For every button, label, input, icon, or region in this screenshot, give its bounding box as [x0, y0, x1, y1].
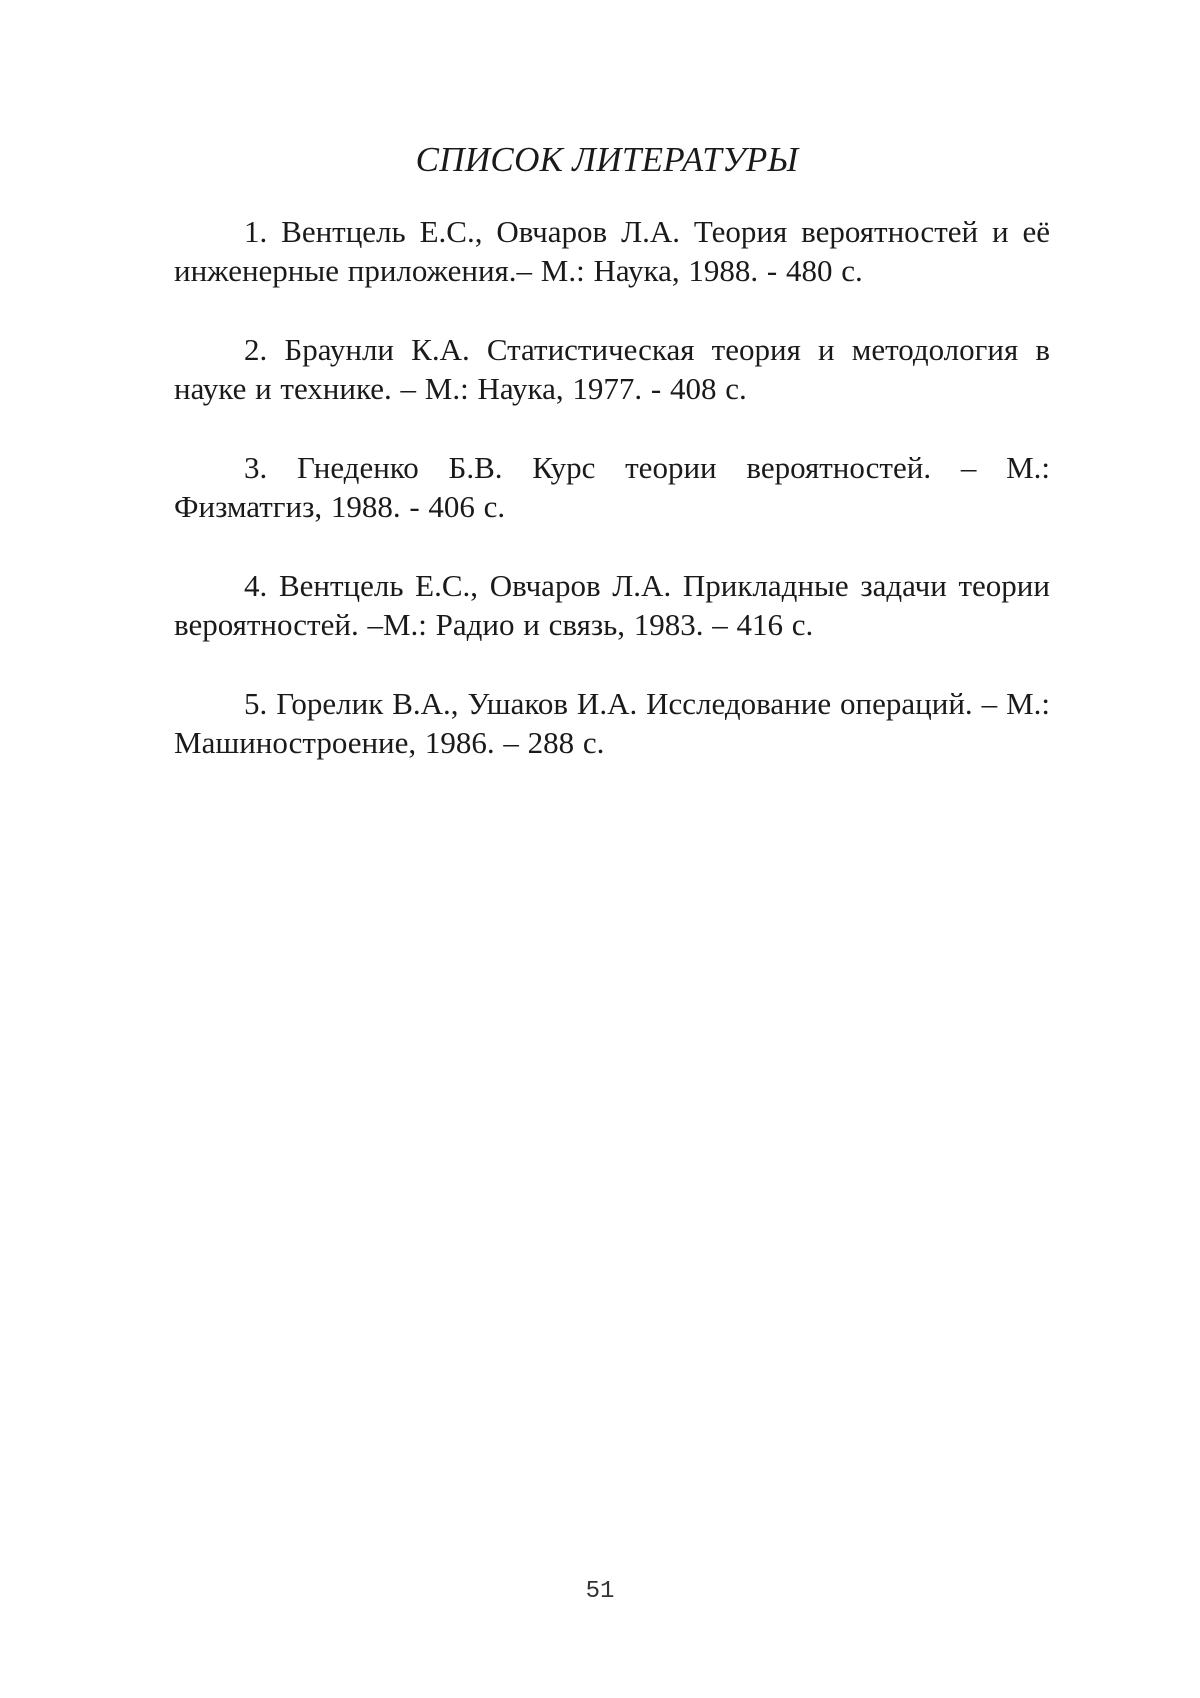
reference-item: 1. Вентцель Е.С., Овчаров Л.А. Теория вероятностей и её инженерные приложения.– М.: Наука, 1988. - 480 с.	[174, 214, 1050, 288]
page-title: СПИСОК ЛИТЕРАТУРЫ	[415, 140, 799, 179]
page-number: 51	[585, 1578, 615, 1605]
reference-item: 5. Горелик В.А., Ушаков И.А. Исследование операций. – М.: Машиностроение, 1986. – 288 с.	[174, 686, 1050, 760]
reference-item: 4. Вентцель Е.С., Овчаров Л.А. Прикладные задачи теории вероятностей. –М.: Радио и связь, 1983. – 416 с.	[174, 568, 1050, 642]
reference-item: 3. Гнеденко Б.В. Курс теории вероятностей. – М.: Физматгиз, 1988. - 406 с.	[174, 450, 1050, 524]
reference-item: 2. Браунли К.А. Статистическая теория и методология в науке и технике. – М.: Наука, 1977. - 408 с.	[174, 332, 1050, 406]
reference-list	[174, 212, 1050, 802]
